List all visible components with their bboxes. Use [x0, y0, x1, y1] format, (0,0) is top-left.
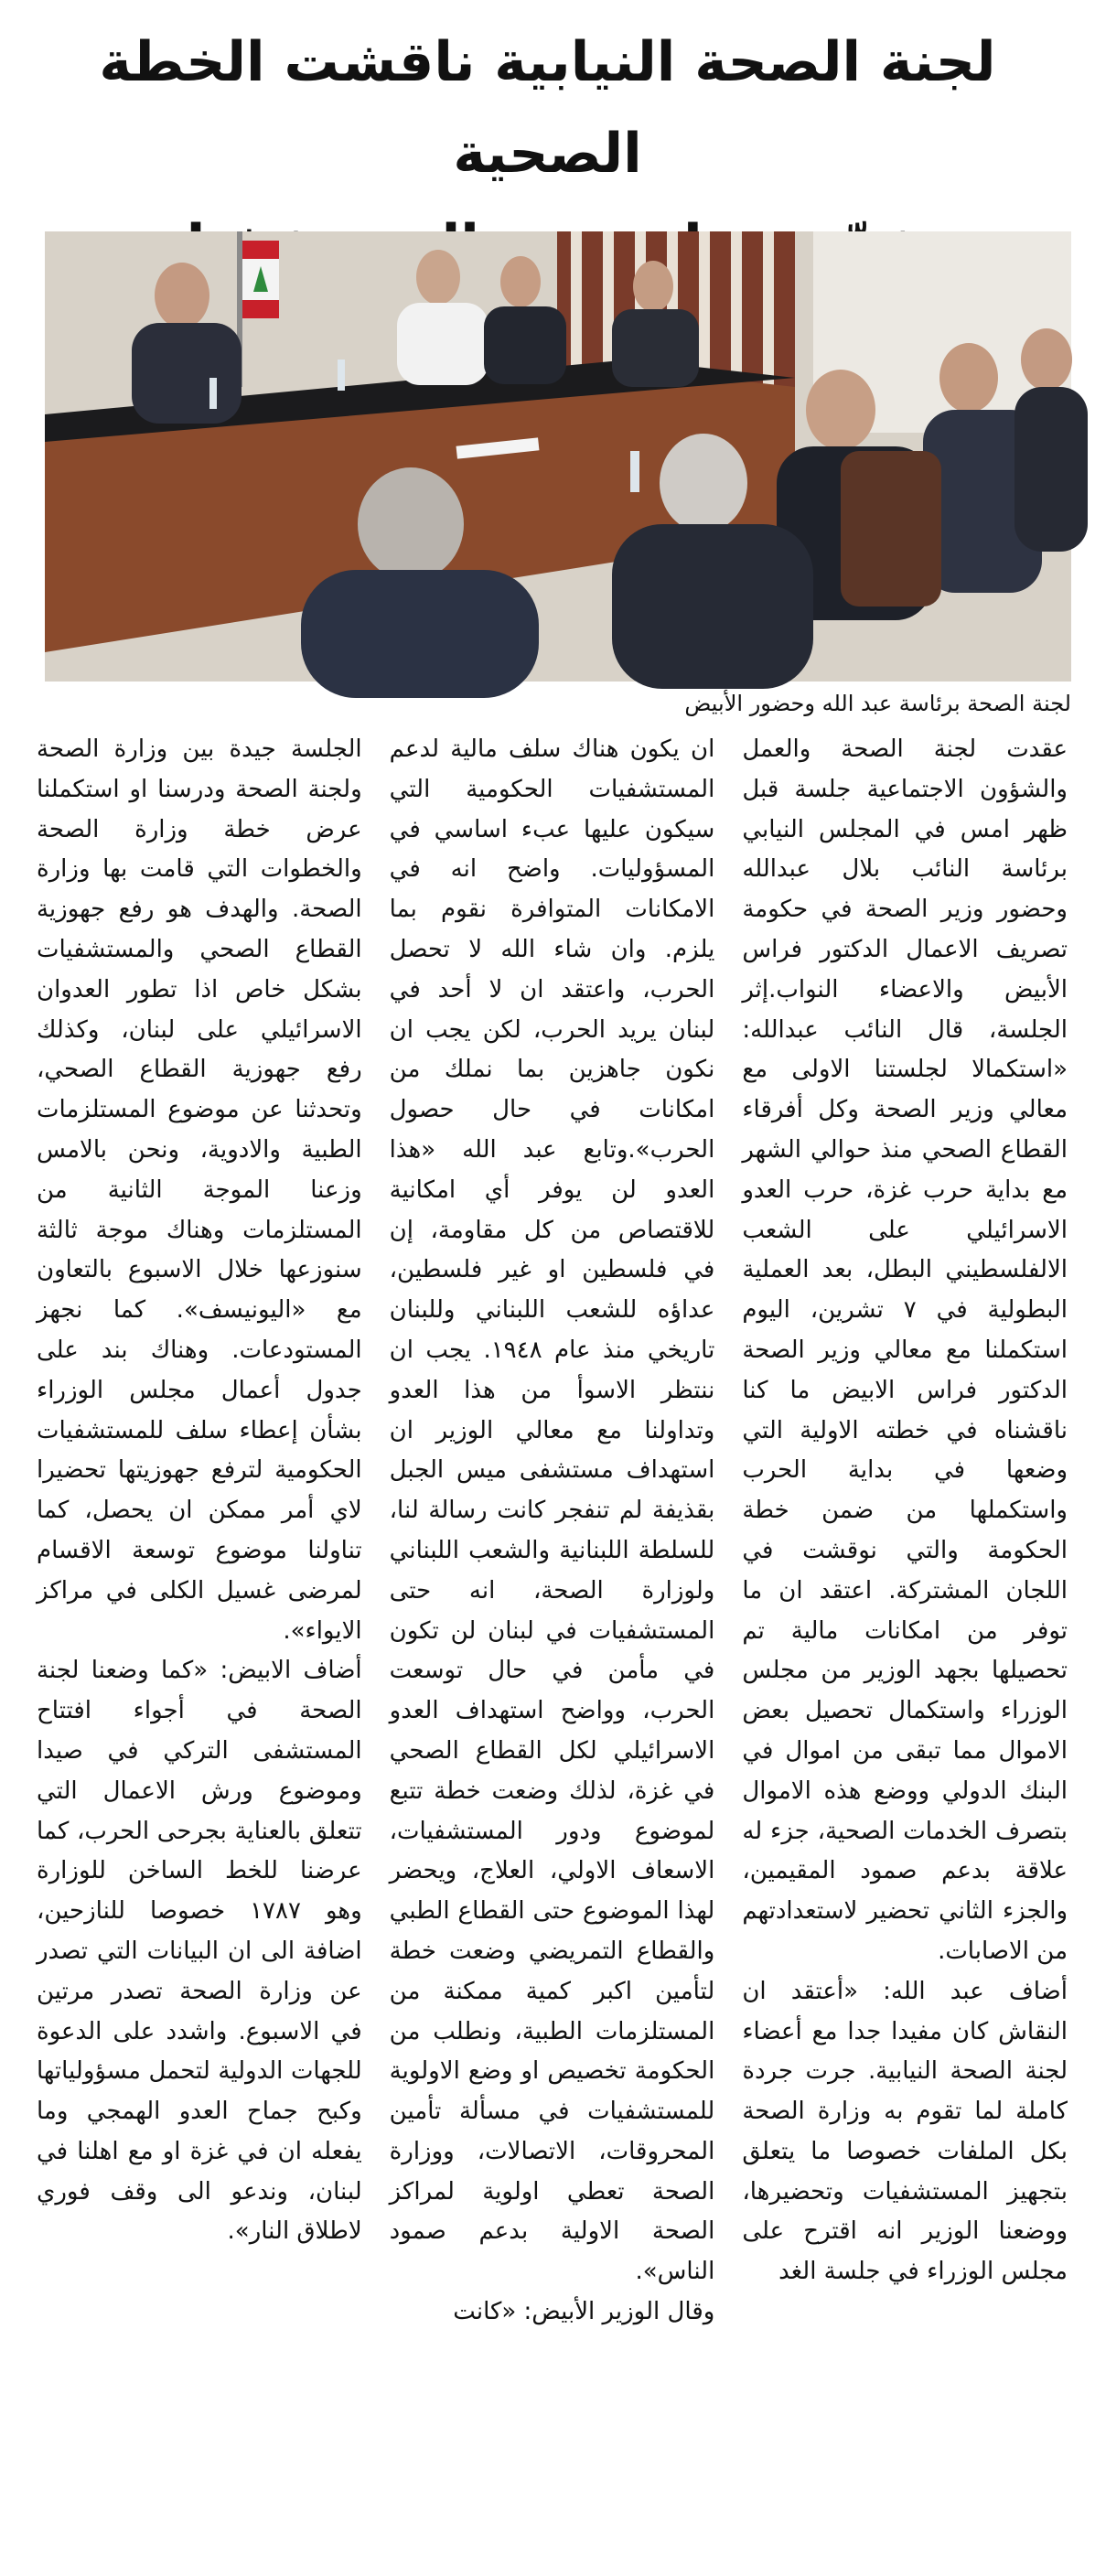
meeting-photo	[45, 231, 1071, 682]
article-column-1: عقدت لجنة الصحة والعمل والشؤون الاجتماعية جلسة قبل ظهر امس في المجلس النيابي برئاسة النائب بلال عبدالله وحضور وزير الصحة في حكومة تصريف الاعمال الدكتور فراس الأبيض والاعضاء النواب.إثر الجلسة، قال النائب عبدالله: «استكمالا لجلستنا الاولى مع معالي وزير الصحة وكل أفرقاء القطاع الصحي منذ حوالي الشهر مع بداية حرب غزة، حرب العدو الاسرائيلي على الشعب الالفلسطيني البطل، بعد العملية البطولية في ٧ تشرين، اليوم استكملنا مع معالي وزير الصحة الدكتور فراس الابيض ما كنا ناقشناه في خطته الاولية التي وضعها في بداية الحرب واستكملها من ضمن خطة الحكومة والتي نوقشت في اللجان المشتركة. اعتقد ان ما توفر من امكانات مالية تم تحصيلها بجهد الوزير من مجلس الوزراء واستكمال تحصيل بعض الاموال مما تبقى من اموال في البنك الدولي ووضع هذه الاموال بتصرف الخدمات الصحية، جزء له علاقة بدعم صمود المقيمين، والجزء الثاني تحضير لاستعدادتهم من الاصابات. أضاف عبد الله: «أعتقد ان النقاش كان مفيدا جدا مع أعضاء لجنة الصحة النيابية. جرت جردة كاملة لما تقوم به وزارة الصحة بكل الملفات خصوصا ما يتعلق بتجهيز المستشفيات وتحضيرها، ووضعنا الوزير انه اقترح على مجلس الوزراء في جلسة الغد	[742, 735, 1068, 2286]
meeting-photo-illustration	[45, 231, 1071, 682]
article-column-3: الجلسة جيدة بين وزارة الصحة ولجنة الصحة ودرسنا او استكملنا عرض خطة وزارة الصحة والخطوات التي قامت بها وزارة الصحة. والهدف هو رفع جهوزية القطاع الصحي والمستشفيات بشكل خاص اذا تطور العدوان الاسرائيلي على لبنان، وكذلك رفع جهوزية القطاع الصحي، وتحدثنا عن موضوع المستلزمات الطبية والادوية، ونحن بالامس وزعنا الموجة الثانية من المستلزمات وهناك موجة ثالثة سنوزعها خلال الاسبوع بالتعاون مع «اليونيسف». كما نجهز المستودعات. وهناك بند على جدول أعمال مجلس الوزراء بشأن إعطاء سلف للمستشفيات الحكومية لترفع جهوزيتها تحضيرا لاي أمر ممكن ان يحصل، كما تناولنا موضوع توسعة الاقسام لمرضى غسيل الكلى في مراكز الايواء». أضاف الابيض: «كما وضعنا لجنة الصحة في أجواء افتتاح المستشفى التركي في صيدا وموضوع ورش الاعمال التي تتعلق بالعناية بجرحى الحرب، كما عرضنا للخط الساخن للوزارة وهو ١٧٨٧ خصوصا للنازحين، اضافة الى ان البيانات التي تصدر عن وزارة الصحة تصدر مرتين في الاسبوع. واشدد على الدعوة للجهات الدولية لتحمل مسؤولياتها وكبح جماح العدو الهمجي وما يفعله ان في غزة او مع اهلنا في لبنان، وندعو الى وقف فوري لاطلاق النار».	[36, 735, 362, 2246]
headline-line-1: لجنة الصحة النيابية ناقشت الخطة الصحية	[99, 30, 996, 186]
article-column-2: ان يكون هناك سلف مالية لدعم المستشفيات الحكومية التي سيكون عليها عبء اساسي في المسؤوليات. واضح انه في الامكانات المتوافرة نقوم بما يلزم. وان شاء الله لا تحصل الحرب، واعتقد ان لا أحد في لبنان يريد الحرب، لكن يجب ان نكون جاهزين بما نملك من امكانات في حال حصول الحرب».وتابع عبد الله «هذا العدو لن يوفر أي امكانية للاقتصاص من كل مقاومة، إن في فلسطين او غير فلسطين، عداؤه للشعب اللبناني وللبنان تاريخي منذ عام ١٩٤٨. يجب ان ننتظر الاسوأ من هذا العدو وتداولنا مع معالي الوزير ان استهداف مستشفى ميس الجبل بقذيفة لم تنفجر كانت رسالة لنا، للسلطة اللبنانية والشعب اللبناني ولوزارة الصحة، انه حتى المستشفيات في لبنان لن تكون في مأمن في حال توسعت الحرب، وواضح استهداف العدو الاسرائيلي لكل القطاع الصحي في غزة، لذلك وضعت خطة تتبع لموضوع ودور المستشفيات، الاسعاف الاولي، العلاج، ويحضر لهذا الموضوع حتى القطاع الطبي والقطاع التمريضي وضعت خطة لتأمين اكبر كمية ممكنة من المستلزمات الطبية، ونطلب من الحكومة تخصيص او وضع الاولوية للمستشفيات في مسألة تأمين المحروقات، الاتصالات، ووزارة الصحة تعطي اولوية لمراكز الصحة الاولية بدعم صمود الناس». وقال الوزير الأبيض: «كانت	[389, 735, 715, 2326]
article-body	[37, 730, 1068, 2550]
photo-caption: لجنة الصحة برئاسة عبد الله وحضور الأبيض	[684, 691, 1071, 716]
